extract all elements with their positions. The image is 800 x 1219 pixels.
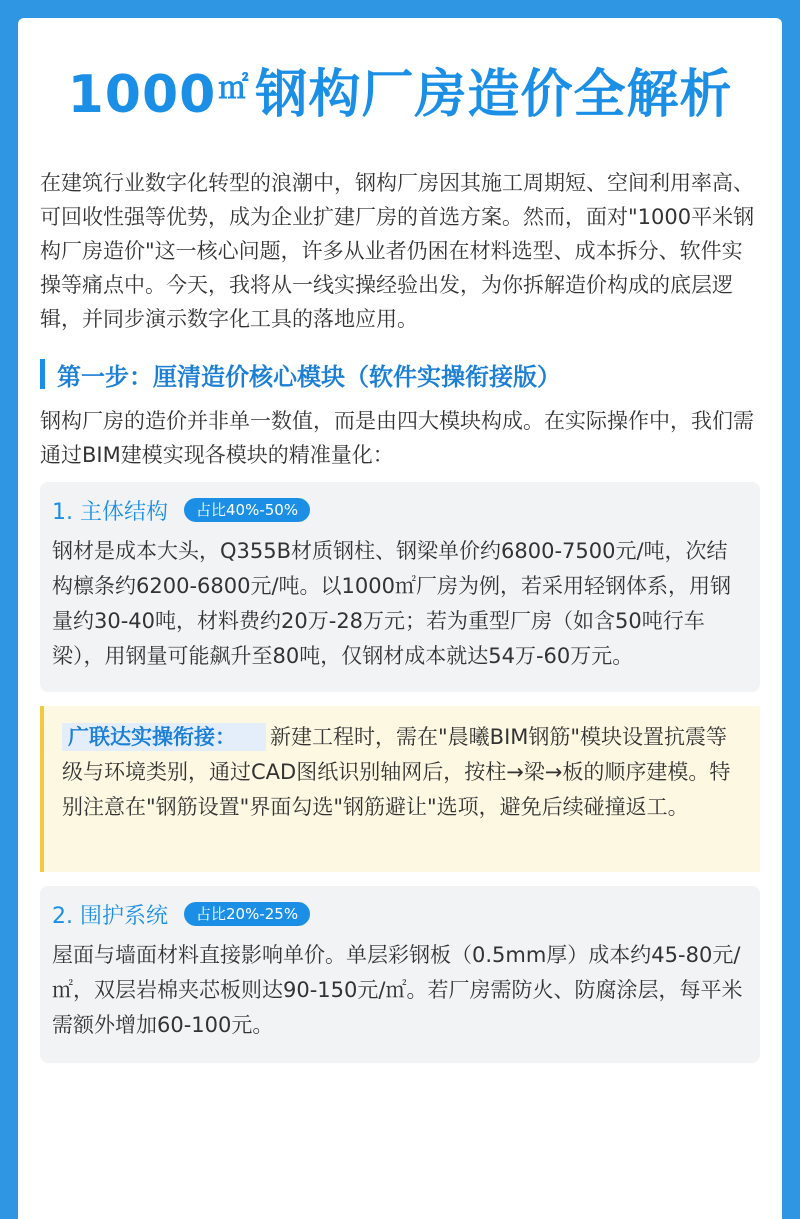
software-tip-box: [40, 706, 760, 872]
article-card: [18, 18, 782, 1219]
step1-heading: [40, 356, 760, 392]
title-unit: ㎡: [218, 71, 250, 106]
step1-title: 第一步：厘清造价核心模块（软件实操衔接版）: [57, 362, 561, 391]
module-enclosure-system: [40, 886, 760, 1063]
page-title: [40, 56, 760, 128]
module-body: 屋面与墙面材料直接影响单价。单层彩钢板（0.5mm厚）成本约45-80元/㎡，双层岩棉夹芯板则达90-150元/㎡。若厂房需防火、防腐涂层，每平米需额外增加60-100元。: [52, 943, 743, 1037]
module-title: 1. 主体结构: [52, 499, 168, 525]
tip-text: 新建工程时，需在"晨曦BIM钢筋"模块设置抗震等级与环境类别，通过CAD图纸识别轴网后，按柱→梁→板的顺序建模。特别注意在"钢筋设置"界面勾选"钢筋避让"选项，避免后续碰撞返工。: [62, 725, 731, 819]
step1-description: 钢构厂房的造价并非单一数值，而是由四大模块构成。在实际操作中，我们需通过BIM建模实现各模块的精准量化：: [40, 409, 754, 467]
module-title: 2. 围护系统: [52, 903, 168, 929]
title-prefix: 1000: [67, 65, 217, 125]
ratio-badge: 占比40%-50%: [184, 498, 310, 522]
title-main: 钢构厂房造价全解析: [255, 65, 733, 125]
intro-paragraph: 在建筑行业数字化转型的浪潮中，钢构厂房因其施工周期短、空间利用率高、可回收性强等优势，成为企业扩建厂房的首选方案。然而，面对"1000平米钢构厂房造价"这一核心问题，许多从业者仍困在材料选型、成本拆分、软件实操等痛点中。今天，我将从一线实操经验出发，为你拆解造价构成的底层逻辑，并同步演示数字化工具的落地应用。: [40, 171, 755, 331]
module-header: [52, 492, 748, 528]
module-main-structure: [40, 482, 760, 692]
heading-accent-bar: [40, 359, 45, 389]
ratio-badge: 占比20%-25%: [184, 902, 310, 926]
module-header: [52, 896, 748, 932]
module-body: 钢材是成本大头，Q355B材质钢柱、钢梁单价约6800-7500元/吨，次结构檩条约6200-6800元/吨。以1000㎡厂房为例，若采用轻钢体系，用钢量约30-40吨，材料费约20万-28万元；若为重型厂房（如含50吨行车梁），用钢量可能飙升至80吨，仅钢材成本就达54万-60万元。: [52, 539, 731, 668]
tip-label: 广联达实操衔接：: [62, 723, 266, 751]
